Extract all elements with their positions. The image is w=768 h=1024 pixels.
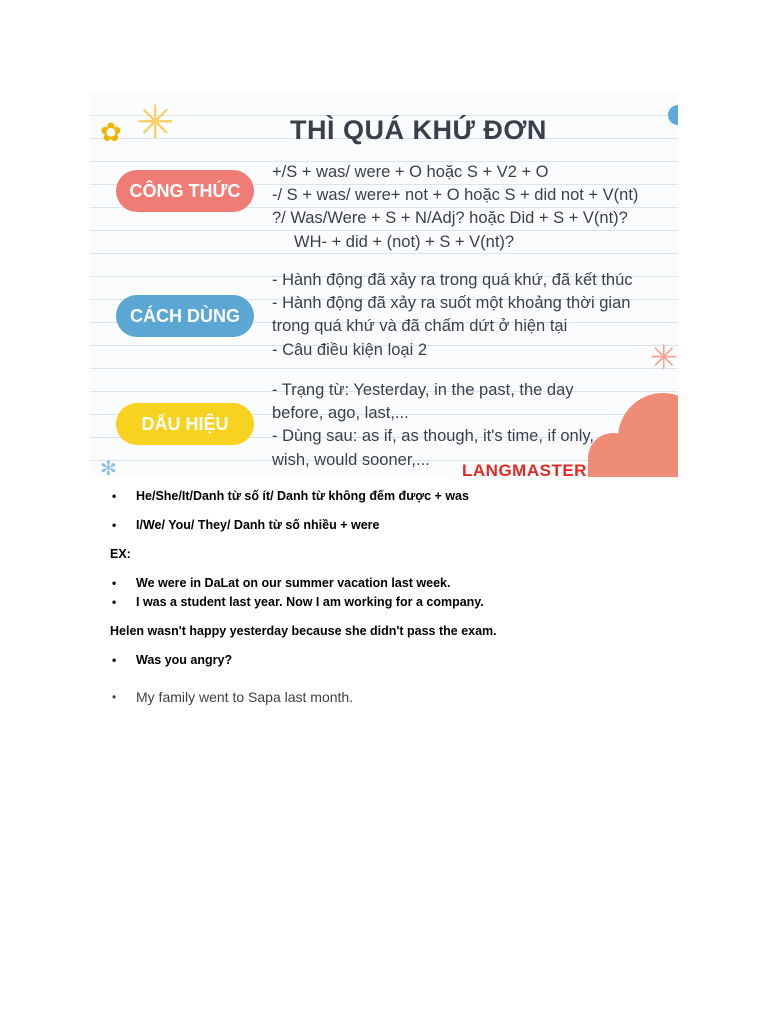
list-item: • My family went to Sapa last month.: [110, 688, 670, 706]
list-item: • Was you angry?: [110, 651, 670, 669]
examples-list: [110, 574, 670, 611]
ex-label: EX:: [110, 547, 131, 561]
signs-line: - Trạng từ: Yesterday, in the past, the day: [272, 381, 574, 399]
list-item: • He/She/It/Danh từ số ít/ Danh từ không đếm được + was: [110, 487, 670, 505]
usage-label: CÁCH DÙNG: [116, 295, 254, 337]
last-list: [110, 688, 670, 706]
circle-icon: [668, 105, 678, 125]
flower-icon: ✿: [100, 117, 122, 147]
signs-lines: [272, 379, 594, 472]
signs-label: DẤU HIỆU: [116, 403, 254, 445]
pink-star-icon: ✳: [649, 339, 678, 377]
list-item: • I/We/ You/ They/ Danh từ số nhiều + were: [110, 516, 670, 534]
rules-list: [110, 487, 670, 534]
blob-shape-small: [588, 433, 638, 477]
signs-line: before, ago, last,...: [272, 404, 409, 423]
formula-lines: [272, 161, 638, 254]
formula-label: CÔNG THỨC: [116, 170, 254, 212]
usage-lines: [272, 269, 633, 362]
sparkle-icon: ✳: [136, 96, 175, 148]
question-list: [110, 651, 670, 669]
usage-line: - Câu điều kiện loại 2: [272, 340, 428, 359]
list-item: • We were in DaLat on our summer vacation last week.: [110, 574, 670, 592]
tiny-flower-icon: ✻: [100, 458, 117, 477]
infographic-image: [90, 93, 678, 477]
formula-line: WH- + did + (not) + S + V(nt)?: [294, 232, 515, 251]
formula-line: ?/ Was/Were + S + N/Adj? hoặc Did + S + V(nt)?: [272, 209, 628, 228]
usage-line: - Hành động đã xảy ra suốt một khoảng thời gian: [272, 294, 631, 313]
usage-line: trong quá khứ và đã chấm dứt ở hiện tại: [272, 317, 568, 336]
signs-line: - Dùng sau: as if, as though, it's time, if only,: [272, 427, 594, 446]
formula-line: -/ S + was/ were+ not + O hoặc S + did not + V(nt): [272, 186, 639, 205]
brand-logo: LANGMASTER: [462, 461, 587, 477]
formula-line: +/S + was/ were + O hoặc S + V2 + O: [272, 163, 549, 181]
signs-line: wish, would sooner,...: [272, 450, 430, 469]
infographic-title: THÌ QUÁ KHỨ ĐƠN: [290, 115, 547, 145]
example-sentence: Helen wasn't happy yesterday because she didn't pass the exam.: [110, 624, 497, 638]
document-body: [110, 487, 670, 706]
usage-line: - Hành động đã xảy ra trong quá khứ, đã kết thúc: [272, 271, 633, 289]
list-item: • I was a student last year. Now I am working for a company.: [110, 593, 670, 611]
